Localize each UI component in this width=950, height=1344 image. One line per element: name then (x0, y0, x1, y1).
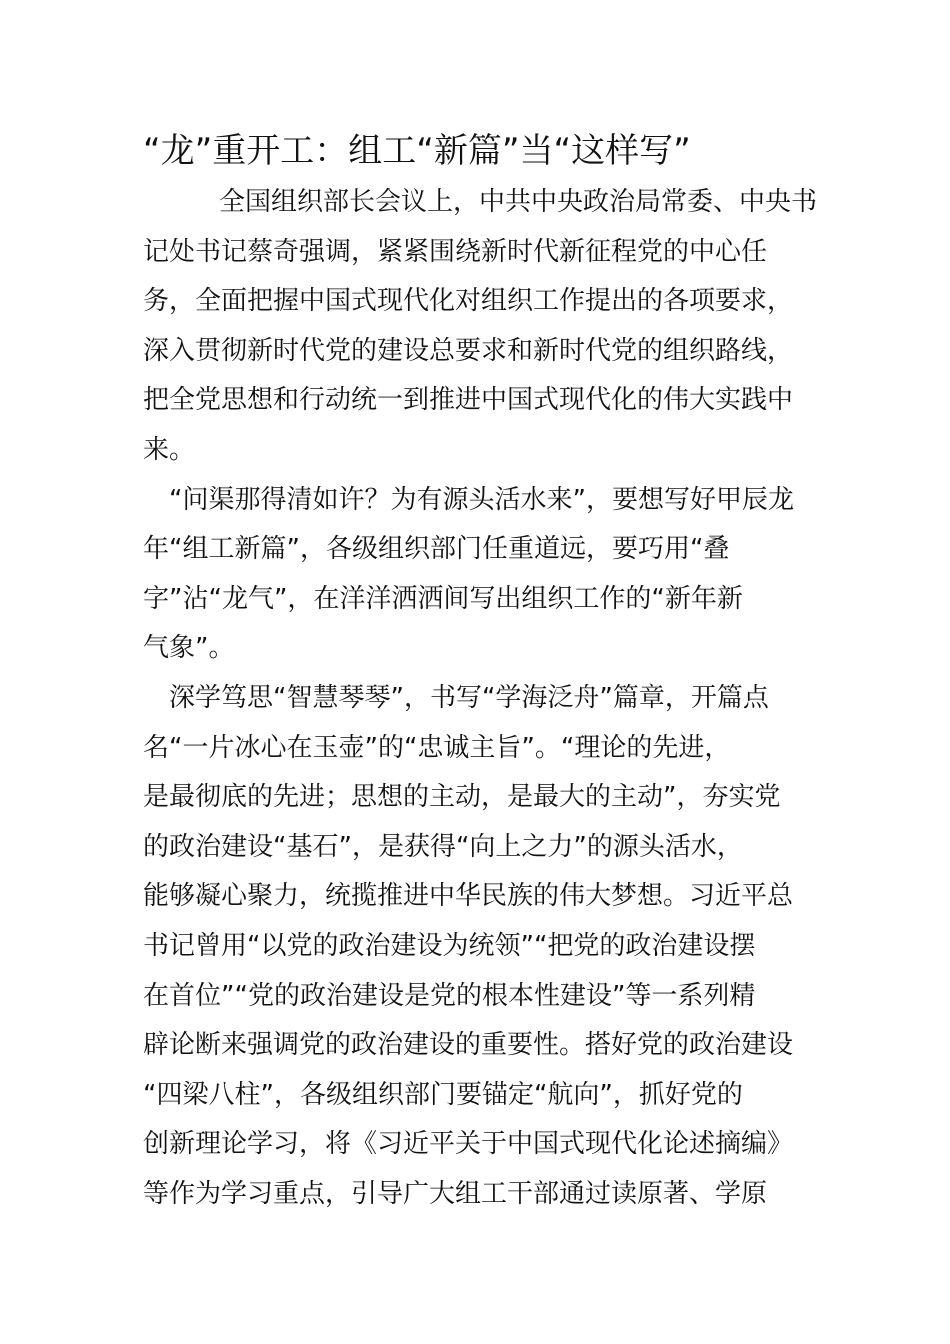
paragraph-line: 辟论断来强调党的政治建设的重要性。搭好党的政治建设 (143, 1030, 794, 1061)
paragraph-line: 来。 (143, 434, 196, 465)
paragraph-line: 务，全面把握中国式现代化对组织工作提出的各项要求， (143, 286, 794, 317)
paragraph-line: 深入贯彻新时代党的建设总要求和新时代党的组织路线， (143, 335, 794, 366)
paragraph-line: 把全党思想和行动统一到推进中国式现代化的伟大实践中 (143, 385, 794, 416)
paragraph-line: “四梁八柱”，各级组织部门要锚定“航向”，抓好党的 (143, 1079, 743, 1110)
paragraph-line: 在首位”“党的政治建设是党的根本性建设”等一系列精 (143, 980, 756, 1011)
paragraph-line: 字”沾“龙气”，在洋洋洒洒间写出组织工作的“新年新 (143, 583, 743, 614)
document-title: “龙”重开工：组工“新篇”当“这样写” (143, 131, 691, 171)
paragraph-line: 年“组工新篇”，各级组织部门任重道远，要巧用“叠 (143, 534, 730, 565)
paragraph-line: 能够凝心聚力，统揽推进中华民族的伟大梦想。习近平总 (143, 881, 794, 912)
paragraph-line: “问渠那得清如许？为有源头活水来”，要想写好甲辰龙 (169, 484, 794, 515)
paragraph-line: 气象”。 (143, 633, 235, 664)
paragraph-line: 创新理论学习，将《习近平关于中国式现代化论述摘编》 (143, 1129, 794, 1160)
paragraph-line: 的政治建设“基石”，是获得“向上之力”的源头活水， (143, 831, 743, 862)
document-body (143, 178, 823, 1219)
paragraph-line: 名“一片冰心在玉壶”的“忠诚主旨”。“理论的先进， (143, 732, 731, 763)
paragraph-line: 是最彻底的先进；思想的主动，是最大的主动”，夯实党 (143, 782, 781, 813)
paragraph-line: 深学笃思“智慧琴琴”，书写“学海泛舟”篇章，开篇点 (169, 682, 769, 713)
paragraph-line: 书记曾用“以党的政治建设为统领”“把党的政治建设摆 (143, 930, 756, 961)
paragraph-line: 记处书记蔡奇强调，紧紧围绕新时代新征程党的中心任 (143, 236, 768, 267)
paragraph-line: 等作为学习重点，引导广大组工干部通过读原著、学原 (143, 1178, 768, 1209)
paragraph-line: 全国组织部长会议上，中共中央政治局常委、中央书 (219, 187, 818, 217)
